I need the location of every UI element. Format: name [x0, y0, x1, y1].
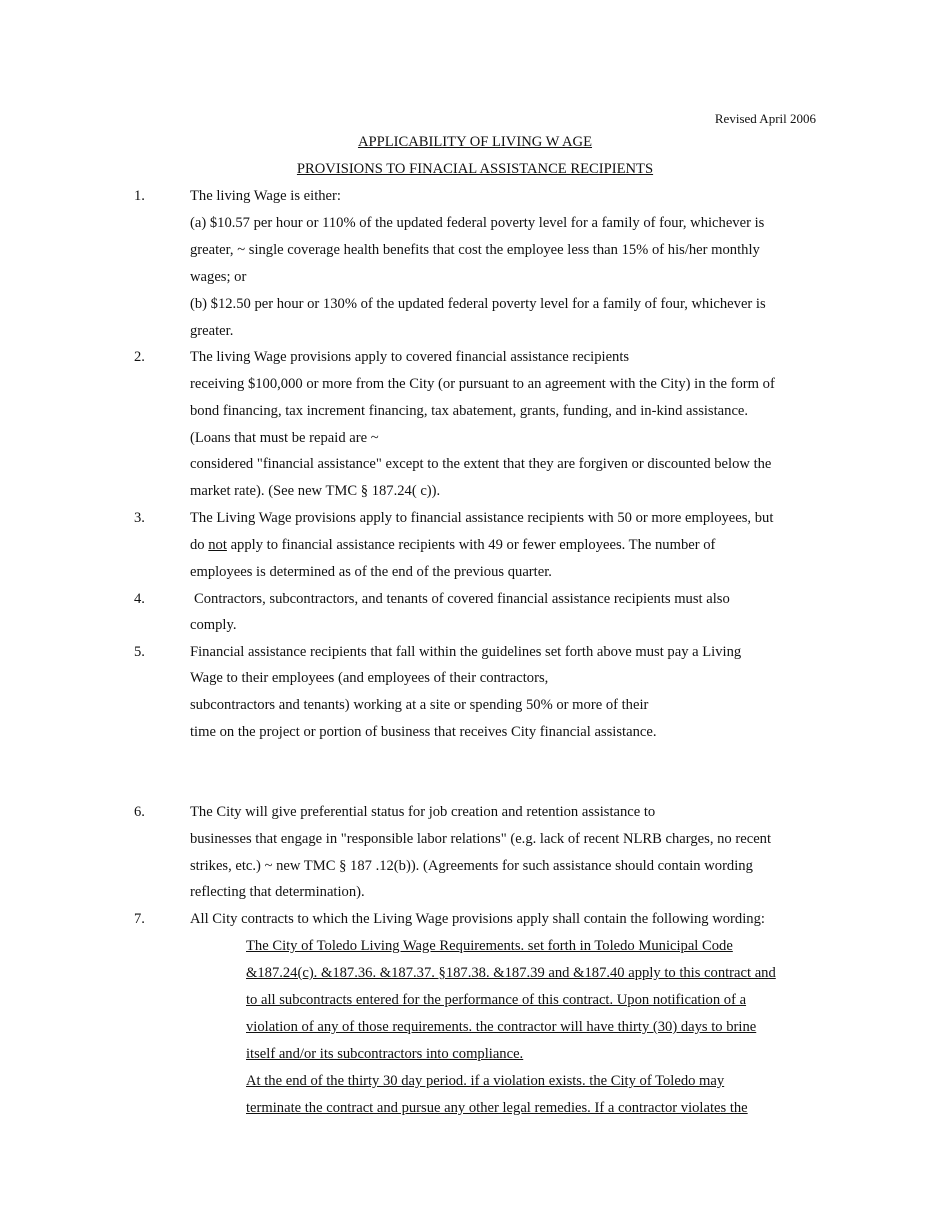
item-6-line: reflecting that determination).	[190, 884, 365, 900]
item-5-line: subcontractors and tenants) working at a site or spending 50% or more of their	[190, 697, 649, 713]
item-number: 6.	[134, 804, 145, 820]
title-line-1: APPLICABILITY OF LIVING W AGE	[357, 134, 593, 150]
item-3-line	[190, 536, 715, 554]
revised-date: Revised April 2006	[714, 111, 816, 126]
title-line-2: PROVISIONS TO FINACIAL ASSISTANCE RECIPIENTS	[296, 161, 654, 177]
item-1-line: wages; or	[190, 269, 247, 285]
item-3-line-rest: apply to financial assistance recipients with 49 or fewer employees. The number of	[230, 537, 716, 553]
item-3-line-prefix: do	[190, 537, 205, 553]
item-6-line: businesses that engage in "responsible labor relations" (e.g. lack of recent NLRB charges, no recent	[190, 831, 772, 847]
item-2-line: receiving $100,000 or more from the City (or pursuant to an agreement with the City) in the form of	[190, 376, 775, 392]
item-6-line: strikes, etc.) ~ new TMC § 187 .12(b)). (Agreements for such assistance should contain wording	[190, 858, 753, 874]
item-4-line: Contractors, subcontractors, and tenants of covered financial assistance recipients must also	[194, 591, 730, 607]
item-number: 1.	[134, 188, 145, 204]
item-1-line: greater.	[190, 323, 234, 339]
contract-clause-line: At the end of the thirty 30 day period. if a violation exists. the City of Toledo may	[246, 1073, 725, 1089]
contract-clause-line: &187.24(c). &187.36. &187.37. §187.38. &187.39 and &187.40 apply to this contract and	[246, 965, 776, 981]
item-2-line: market rate). (See new TMC § 187.24( c)).	[190, 483, 441, 499]
item-4-line: comply.	[190, 617, 237, 633]
item-2-line: considered "financial assistance" except to the extent that they are forgiven or discounted below the	[190, 456, 772, 472]
contract-clause-line: terminate the contract and pursue any other legal remedies. If a contractor violates the	[246, 1100, 748, 1116]
item-1-line: The living Wage is either:	[190, 188, 341, 204]
item-1-line: (a) $10.57 per hour or 110% of the updated federal poverty level for a family of four, whichever is	[190, 215, 765, 231]
item-2-line: bond financing, tax increment financing, tax abatement, grants, funding, and in-kind assistance.	[190, 403, 749, 419]
item-3-line: employees is determined as of the end of the previous quarter.	[190, 564, 552, 580]
contract-clause-line: itself and/or its subcontractors into compliance.	[246, 1046, 524, 1062]
item-5-line: Financial assistance recipients that fall within the guidelines set forth above must pay a Living	[190, 644, 742, 660]
item-number: 5.	[134, 644, 145, 660]
item-6-line: The City will give preferential status for job creation and retention assistance to	[190, 804, 656, 820]
contract-clause-line: violation of any of those requirements. the contractor will have thirty (30) days to brine	[246, 1019, 757, 1035]
item-5-line: time on the project or portion of business that receives City financial assistance.	[190, 724, 657, 740]
item-1-line: (b) $12.50 per hour or 130% of the updated federal poverty level for a family of four, whichever is	[190, 296, 766, 312]
emphasis-not: not	[208, 537, 227, 553]
item-number: 2.	[134, 349, 145, 365]
item-7-line: All City contracts to which the Living Wage provisions apply shall contain the following wording:	[190, 911, 765, 927]
item-1-line: greater, ~ single coverage health benefits that cost the employee less than 15% of his/her monthly	[190, 242, 760, 258]
item-2-line: The living Wage provisions apply to covered financial assistance recipients	[190, 349, 630, 365]
item-2-line: (Loans that must be repaid are ~	[190, 430, 379, 446]
item-3-line: The Living Wage provisions apply to financial assistance recipients with 50 or more employees, but	[190, 510, 774, 526]
item-number: 7.	[134, 911, 145, 927]
item-number: 3.	[134, 510, 145, 526]
item-number: 4.	[134, 591, 145, 607]
contract-clause-line: The City of Toledo Living Wage Requirements. set forth in Toledo Municipal Code	[246, 938, 733, 954]
item-5-line: Wage to their employees (and employees of their contractors,	[190, 670, 549, 686]
contract-clause-line: to all subcontracts entered for the performance of this contract. Upon notification of a	[246, 992, 747, 1008]
